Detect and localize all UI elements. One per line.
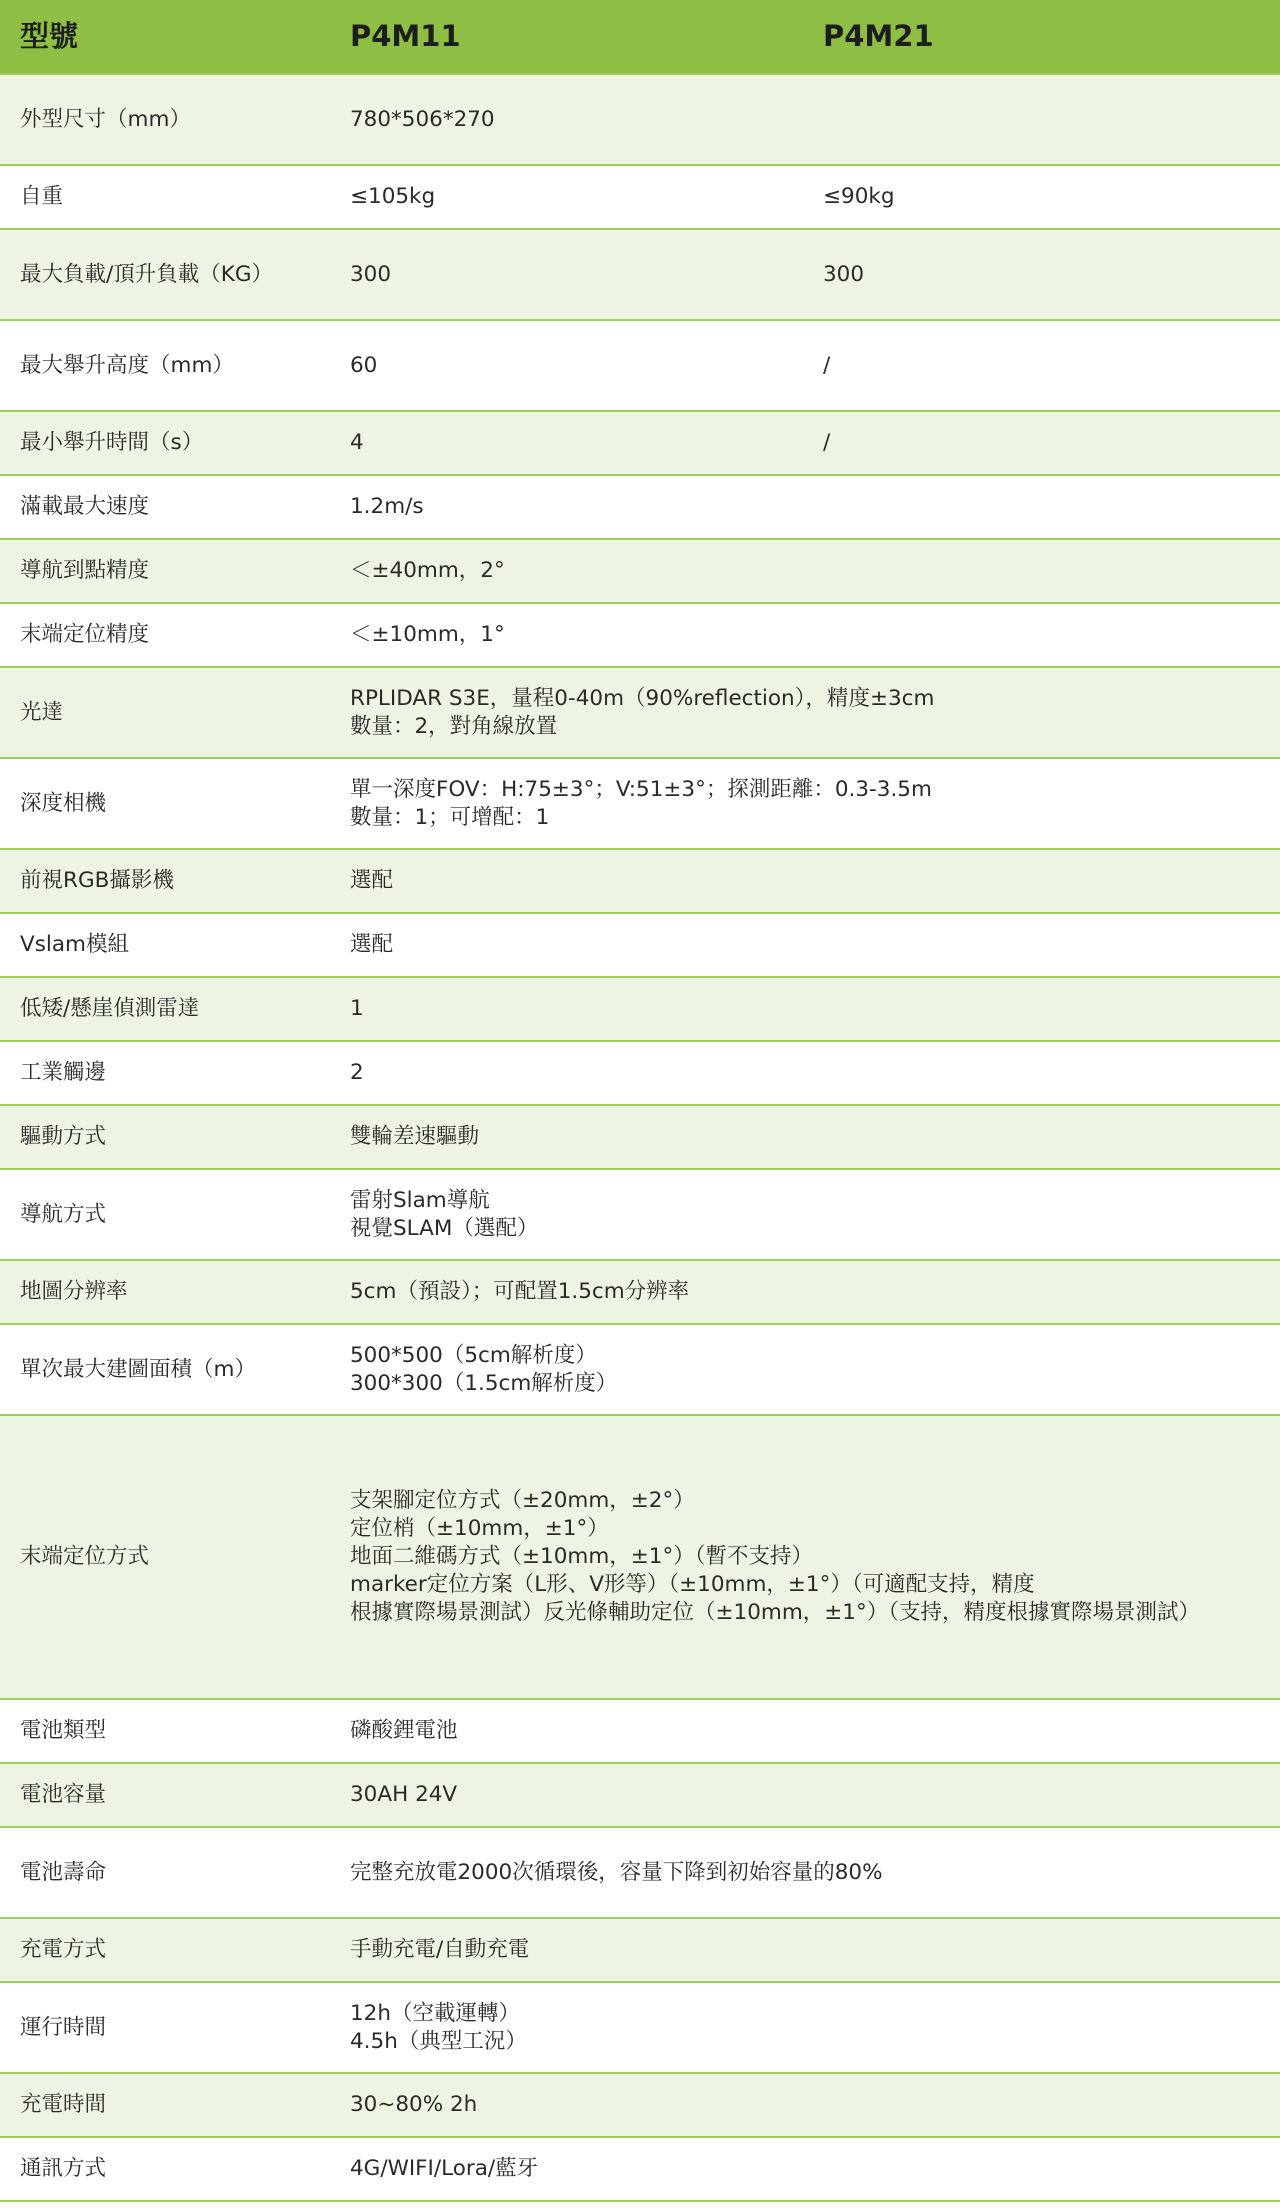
spec-label: 最小舉升時間（s） (0, 411, 330, 475)
table-row (0, 1699, 1280, 1763)
spec-value-line: 選配 (350, 868, 394, 893)
spec-value-line: 磷酸鋰電池 (350, 1718, 458, 1743)
spec-value-p4m11 (330, 475, 1280, 539)
table-row (0, 74, 1280, 165)
table-row (0, 1260, 1280, 1324)
table-row (0, 1324, 1280, 1415)
spec-label: 低矮/懸崖偵測雷達 (0, 977, 330, 1041)
table-row (0, 1827, 1280, 1918)
table-row (0, 411, 1280, 475)
header-p4m11: P4M11 (330, 0, 803, 74)
spec-label: 單次最大建圖面積（m） (0, 1324, 330, 1415)
spec-label: 運行時間 (0, 1982, 330, 2073)
spec-label: 電池容量 (0, 1763, 330, 1827)
spec-value-p4m11 (330, 667, 1280, 758)
spec-value-line: 30AH 24V (350, 1782, 458, 1807)
spec-label: Vslam模組 (0, 913, 330, 977)
spec-value-p4m11 (330, 1763, 1280, 1827)
spec-value-p4m11 (330, 977, 1280, 1041)
spec-value-line: 300 (823, 261, 865, 287)
table-row (0, 758, 1280, 849)
spec-value-line: 1 (350, 996, 364, 1021)
spec-value-line: 雙輪差速驅動 (350, 1124, 480, 1149)
spec-label: 通訊方式 (0, 2137, 330, 2201)
spec-label: 前視RGB攝影機 (0, 849, 330, 913)
spec-value-p4m11 (330, 1105, 1280, 1169)
spec-value-p4m11 (330, 1982, 1280, 2073)
table-row (0, 1169, 1280, 1260)
spec-value-p4m21 (803, 320, 1280, 411)
spec-value-line: 4 (350, 430, 364, 455)
spec-value-line: 780*506*270 (350, 106, 495, 132)
spec-value-line: RPLIDAR S3E，量程0-40m（90%reflection），精度±3cm (350, 685, 935, 711)
table-row (0, 1918, 1280, 1982)
spec-label: 地圖分辨率 (0, 1260, 330, 1324)
spec-label: 導航到點精度 (0, 539, 330, 603)
spec-value-line: 500*500（5cm解析度） (350, 1342, 597, 1368)
spec-value-p4m11 (330, 74, 1280, 165)
spec-value-p4m11 (330, 229, 803, 320)
table-header-row (0, 0, 1280, 74)
table-row (0, 1763, 1280, 1827)
spec-value-p4m11 (330, 1827, 1280, 1918)
spec-label: 導航方式 (0, 1169, 330, 1260)
spec-value-p4m11 (330, 411, 803, 475)
spec-value-line: 單一深度FOV：H:75±3°；V:51±3°；探測距離：0.3-3.5m (350, 776, 932, 802)
table-row (0, 977, 1280, 1041)
spec-label: 外型尺寸（mm） (0, 74, 330, 165)
table-row (0, 1041, 1280, 1105)
spec-value-line: 雷射Slam導航 (350, 1187, 490, 1213)
table-row (0, 2073, 1280, 2137)
spec-label: 充電方式 (0, 1918, 330, 1982)
spec-value-line: ≤90kg (823, 184, 895, 209)
spec-value-line: 30~80% 2h (350, 2092, 478, 2117)
spec-value-p4m11 (330, 1324, 1280, 1415)
spec-value-line: 4.5h（典型工況） (350, 2028, 527, 2054)
spec-value-p4m11 (330, 1169, 1280, 1260)
spec-value-p4m11 (330, 1918, 1280, 1982)
spec-value-p4m21 (803, 411, 1280, 475)
spec-label: 驅動方式 (0, 1105, 330, 1169)
spec-value-line: marker定位方案（L形、V形等）（±10mm，±1°）（可適配支持，精度 (350, 1572, 1035, 1597)
spec-label: 末端定位精度 (0, 603, 330, 667)
spec-value-p4m21 (803, 229, 1280, 320)
table-row (0, 229, 1280, 320)
spec-label: 電池類型 (0, 1699, 330, 1763)
spec-value-line: 完整充放電2000次循環後，容量下降到初始容量的80% (350, 1859, 883, 1885)
table-row (0, 2137, 1280, 2201)
table-row (0, 165, 1280, 229)
spec-label: 末端定位方式 (0, 1415, 330, 1699)
spec-value-line: 根據實際場景測試）反光條輔助定位（±10mm，±1°）（支持，精度根據實際場景測試） (350, 1600, 1200, 1625)
spec-value-line: 數量：1；可增配：1 (350, 804, 550, 830)
spec-value-line: 數量：2，對角線放置 (350, 713, 558, 739)
spec-label: 最大負載/頂升負載（KG） (0, 229, 330, 320)
spec-value-line: 300 (350, 261, 392, 287)
spec-value-line: 300*300（1.5cm解析度） (350, 1370, 618, 1396)
spec-value-line: 4G/WIFI/Lora/藍牙 (350, 2156, 539, 2181)
spec-value-p4m11 (330, 165, 803, 229)
spec-value-p4m11 (330, 913, 1280, 977)
table-row (0, 539, 1280, 603)
spec-value-line: 60 (350, 352, 378, 378)
spec-label: 最大舉升高度（mm） (0, 320, 330, 411)
table-row (0, 1415, 1280, 1699)
spec-value-p4m11 (330, 539, 1280, 603)
spec-value-line: ＜±40mm，2° (350, 558, 505, 583)
spec-value-p4m11 (330, 849, 1280, 913)
spec-value-line: 12h（空載運轉） (350, 2000, 520, 2026)
table-row (0, 849, 1280, 913)
table-row (0, 320, 1280, 411)
spec-value-p4m11 (330, 1699, 1280, 1763)
spec-label: 滿載最大速度 (0, 475, 330, 539)
spec-label: 深度相機 (0, 758, 330, 849)
spec-value-line: 支架腳定位方式（±20mm，±2°） (350, 1488, 695, 1513)
spec-value-p4m11 (330, 603, 1280, 667)
spec-value-line: 選配 (350, 932, 394, 957)
table-row (0, 1982, 1280, 2073)
spec-value-p4m21 (803, 165, 1280, 229)
spec-value-line: ≤105kg (350, 184, 436, 209)
spec-label: 光達 (0, 667, 330, 758)
spec-value-p4m11 (330, 758, 1280, 849)
spec-value-line: 5cm（預設）；可配置1.5cm分辨率 (350, 1279, 690, 1304)
spec-value-line: 1.2m/s (350, 494, 424, 519)
table-row (0, 667, 1280, 758)
spec-label: 充電時間 (0, 2073, 330, 2137)
spec-value-p4m11 (330, 1415, 1280, 1699)
table-row (0, 1105, 1280, 1169)
spec-value-p4m11 (330, 2137, 1280, 2201)
header-p4m21: P4M21 (803, 0, 1280, 74)
spec-value-line: 手動充電/自動充電 (350, 1937, 530, 1962)
spec-label: 工業觸邊 (0, 1041, 330, 1105)
spec-value-line: 2 (350, 1060, 364, 1085)
table-row (0, 913, 1280, 977)
spec-label: 電池壽命 (0, 1827, 330, 1918)
table-body (0, 74, 1280, 2201)
header-model: 型號 (0, 0, 330, 74)
spec-value-p4m11 (330, 1041, 1280, 1105)
spec-value-line: / (823, 352, 831, 378)
spec-value-line: ＜±10mm，1° (350, 622, 505, 647)
spec-value-line: / (823, 430, 831, 455)
spec-value-p4m11 (330, 1260, 1280, 1324)
spec-value-p4m11 (330, 320, 803, 411)
spec-value-line: 視覺SLAM（選配） (350, 1215, 539, 1241)
spec-value-line: 地面二維碼方式（±10mm，±1°）（暫不支持） (350, 1544, 813, 1569)
table-row (0, 475, 1280, 539)
table-row (0, 603, 1280, 667)
spec-value-line: 定位梢（±10mm，±1°） (350, 1516, 609, 1541)
spec-value-p4m11 (330, 2073, 1280, 2137)
spec-label: 自重 (0, 165, 330, 229)
